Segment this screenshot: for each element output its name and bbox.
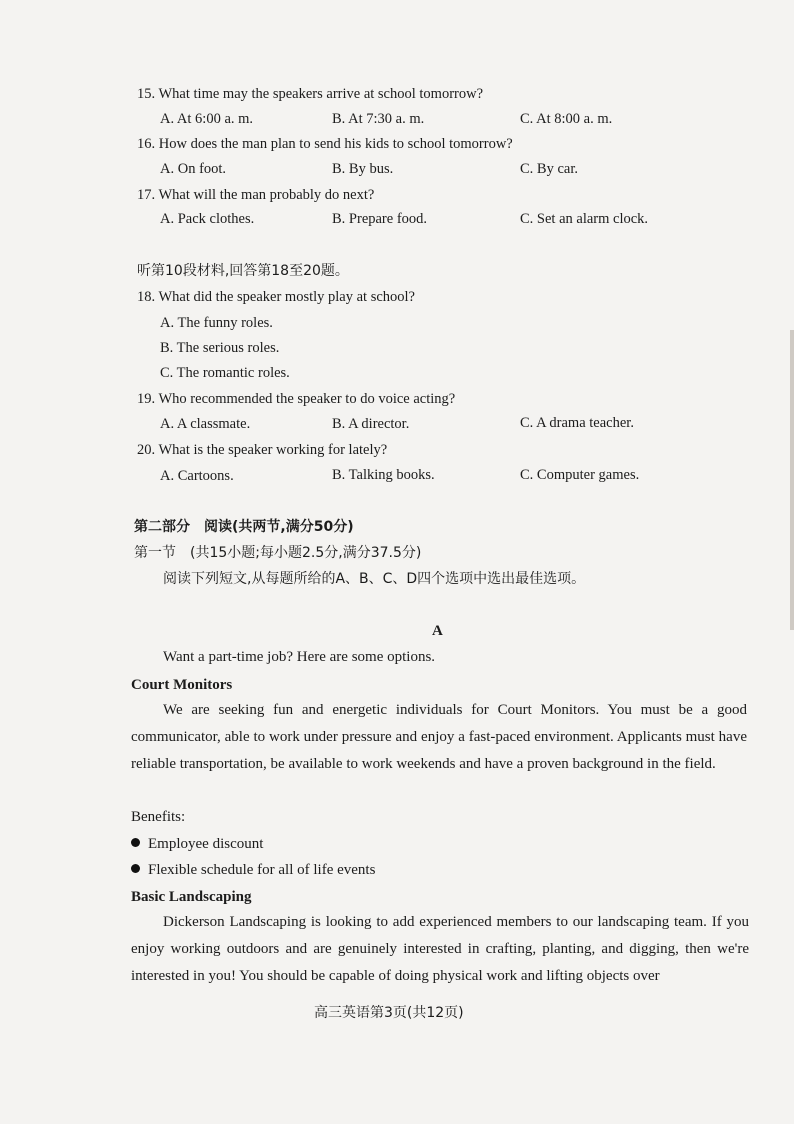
bullet-icon bbox=[131, 864, 140, 873]
benefit-item bbox=[131, 835, 263, 853]
question-15-option-c: C. At 8:00 a. m. bbox=[520, 111, 613, 127]
question-17-option-b: B. Prepare food. bbox=[332, 211, 428, 227]
question-16-option-a: A. On foot. bbox=[160, 161, 227, 177]
question-17-option-c: C. Set an alarm clock. bbox=[520, 211, 649, 227]
question-18-option-c: C. The romantic roles. bbox=[160, 365, 290, 381]
question-17-option-a: A. Pack clothes. bbox=[160, 211, 255, 227]
reading-instructions: 阅读下列短文,从每题所给的A、B、C、D四个选项中选出最佳选项。 bbox=[163, 571, 586, 587]
page-edge-shadow bbox=[790, 330, 794, 630]
question-17-stem: 17. What will the man probably do next? bbox=[137, 187, 375, 203]
question-18-option-a: A. The funny roles. bbox=[160, 315, 273, 331]
passage-intro: Want a part-time job? Here are some options. bbox=[163, 649, 436, 665]
basic-landscaping-heading: Basic Landscaping bbox=[131, 889, 252, 905]
benefit-item bbox=[131, 861, 375, 879]
benefit-text: Flexible schedule for all of life events bbox=[148, 862, 376, 878]
question-20-stem: 20. What is the speaker working for lately? bbox=[137, 442, 388, 458]
question-18-stem: 18. What did the speaker mostly play at school? bbox=[137, 289, 415, 305]
question-16-stem: 16. How does the man plan to send his kids to school tomorrow? bbox=[137, 136, 513, 152]
part-two-title: 第二部分 阅读(共两节,满分50分) bbox=[134, 519, 354, 535]
question-15-option-a: A. At 6:00 a. m. bbox=[160, 111, 254, 127]
question-20-option-c: C. Computer games. bbox=[520, 467, 640, 483]
question-19-option-a: A. A classmate. bbox=[160, 416, 251, 432]
question-19-stem: 19. Who recommended the speaker to do voice acting? bbox=[137, 391, 456, 407]
question-20-option-a: A. Cartoons. bbox=[160, 468, 234, 484]
court-monitors-description: We are seeking fun and energetic individuals for Court Monitors. You must be a good communicator, able to work under pressure and enjoy a fast-paced environment. Applicants must have reliable transportation, be available to work weekends and have a proven background in the field. bbox=[131, 702, 747, 772]
benefit-text: Employee discount bbox=[148, 836, 264, 852]
material-intro: 听第10段材料,回答第18至20题。 bbox=[137, 263, 349, 279]
section-one-title: 第一节 (共15小题;每小题2.5分,满分37.5分) bbox=[134, 545, 422, 561]
question-16-option-b: B. By bus. bbox=[332, 161, 394, 177]
basic-landscaping-description: Dickerson Landscaping is looking to add experienced members to our landscaping team. If you enjoy working outdoors and are genuinely interested in crafting, planting, and digging, then we're interested in you! You should be capable of doing physical work and lifting objects over bbox=[131, 914, 749, 984]
page-footer: 高三英语第3页(共12页) bbox=[314, 1005, 464, 1021]
question-15-option-b: B. At 7:30 a. m. bbox=[332, 111, 425, 127]
question-19-option-b: B. A director. bbox=[332, 416, 410, 432]
court-monitors-heading: Court Monitors bbox=[131, 677, 233, 693]
benefits-label: Benefits: bbox=[131, 809, 186, 825]
question-20-option-b: B. Talking books. bbox=[332, 467, 435, 483]
question-18-option-b: B. The serious roles. bbox=[160, 340, 280, 356]
question-19-option-c: C. A drama teacher. bbox=[520, 415, 634, 431]
question-16-option-c: C. By car. bbox=[520, 161, 578, 177]
passage-letter: A bbox=[432, 623, 443, 639]
question-15-stem: 15. What time may the speakers arrive at school tomorrow? bbox=[137, 86, 484, 102]
bullet-icon bbox=[131, 838, 140, 847]
